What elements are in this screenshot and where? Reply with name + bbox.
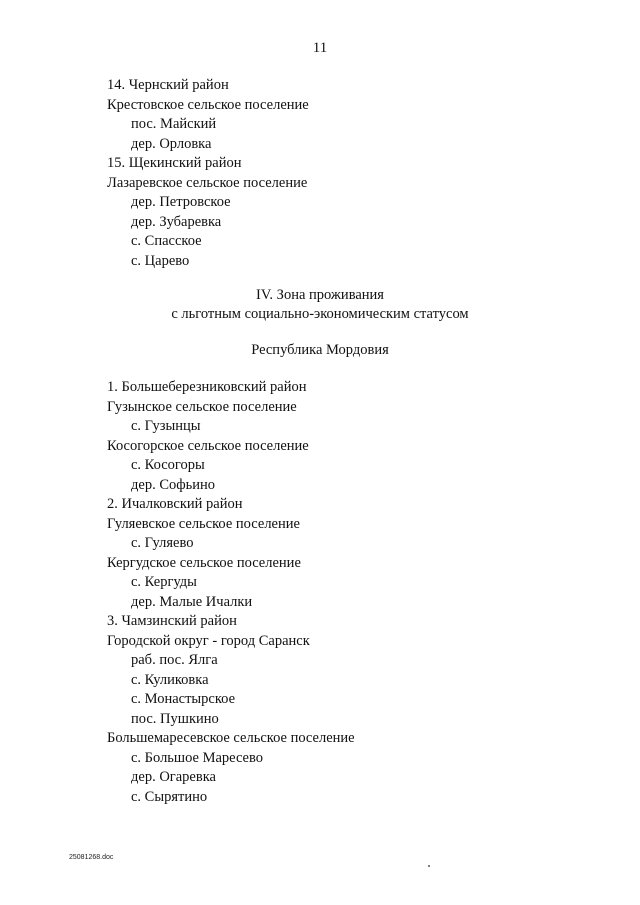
zone-heading [0, 286, 640, 324]
district-or-settlement-item: Крестовское сельское поселение [107, 96, 309, 113]
locality-item: с. Куликовка [131, 671, 209, 688]
zone-heading-line-2: с льготным социально-экономическим статусом [171, 306, 469, 322]
locality-item: пос. Майский [131, 116, 217, 132]
zone-heading-line-1: IV. Зона проживания [256, 287, 384, 303]
locality-item: с. Большое Маресево [131, 749, 263, 766]
locality-item: дер. Зубаревка [131, 213, 222, 230]
district-or-settlement-item: Гуляевское сельское поселение [107, 515, 300, 532]
locality-item: пос. Пушкино [131, 710, 219, 727]
page-number: 11 [312, 40, 328, 56]
locality-item: дер. Огаревка [131, 769, 216, 785]
locality-item: с. Кергуды [131, 574, 197, 590]
footer-file-name: 25081268.doc [69, 854, 114, 861]
region-heading [0, 341, 640, 360]
locality-item: дер. Орловка [131, 135, 212, 152]
district-or-settlement-item: 15. Щекинский район [107, 155, 242, 171]
district-or-settlement-item: 2. Ичалковский район [107, 496, 243, 512]
footer-mark [428, 865, 430, 867]
locality-item: с. Монастырское [131, 691, 236, 707]
locality-item: раб. пос. Ялга [131, 652, 218, 668]
locality-item: дер. Петровское [131, 194, 231, 210]
locality-item: дер. Малые Ичалки [131, 593, 253, 610]
district-or-settlement-item: Косогорское сельское поселение [107, 437, 309, 454]
region-title: Республика Мордовия [251, 342, 389, 358]
district-or-settlement-item: 3. Чамзинский район [107, 613, 237, 629]
locality-item: с. Косогоры [131, 457, 205, 473]
locality-item: с. Спасское [131, 233, 202, 249]
district-or-settlement-item: Кергудское сельское поселение [107, 554, 301, 571]
locality-item: с. Царево [131, 252, 190, 269]
district-or-settlement-item: 1. Большеберезниковский район [107, 379, 307, 395]
locality-item: дер. Софьино [131, 476, 216, 493]
district-or-settlement-item: Лазаревское сельское поселение [107, 174, 308, 191]
district-or-settlement-item: Большемаресевское сельское поселение [107, 730, 355, 746]
district-or-settlement-item: Гузынское сельское поселение [107, 398, 297, 415]
locality-item: с. Гузынцы [131, 418, 201, 434]
district-or-settlement-item: 14. Чернский район [107, 77, 229, 93]
settlement-list-bottom [0, 378, 640, 807]
locality-item: с. Сырятино [131, 788, 208, 805]
locality-item: с. Гуляево [131, 535, 194, 551]
district-or-settlement-item: Городской округ - город Саранск [107, 632, 310, 649]
settlement-list-top [0, 76, 640, 271]
